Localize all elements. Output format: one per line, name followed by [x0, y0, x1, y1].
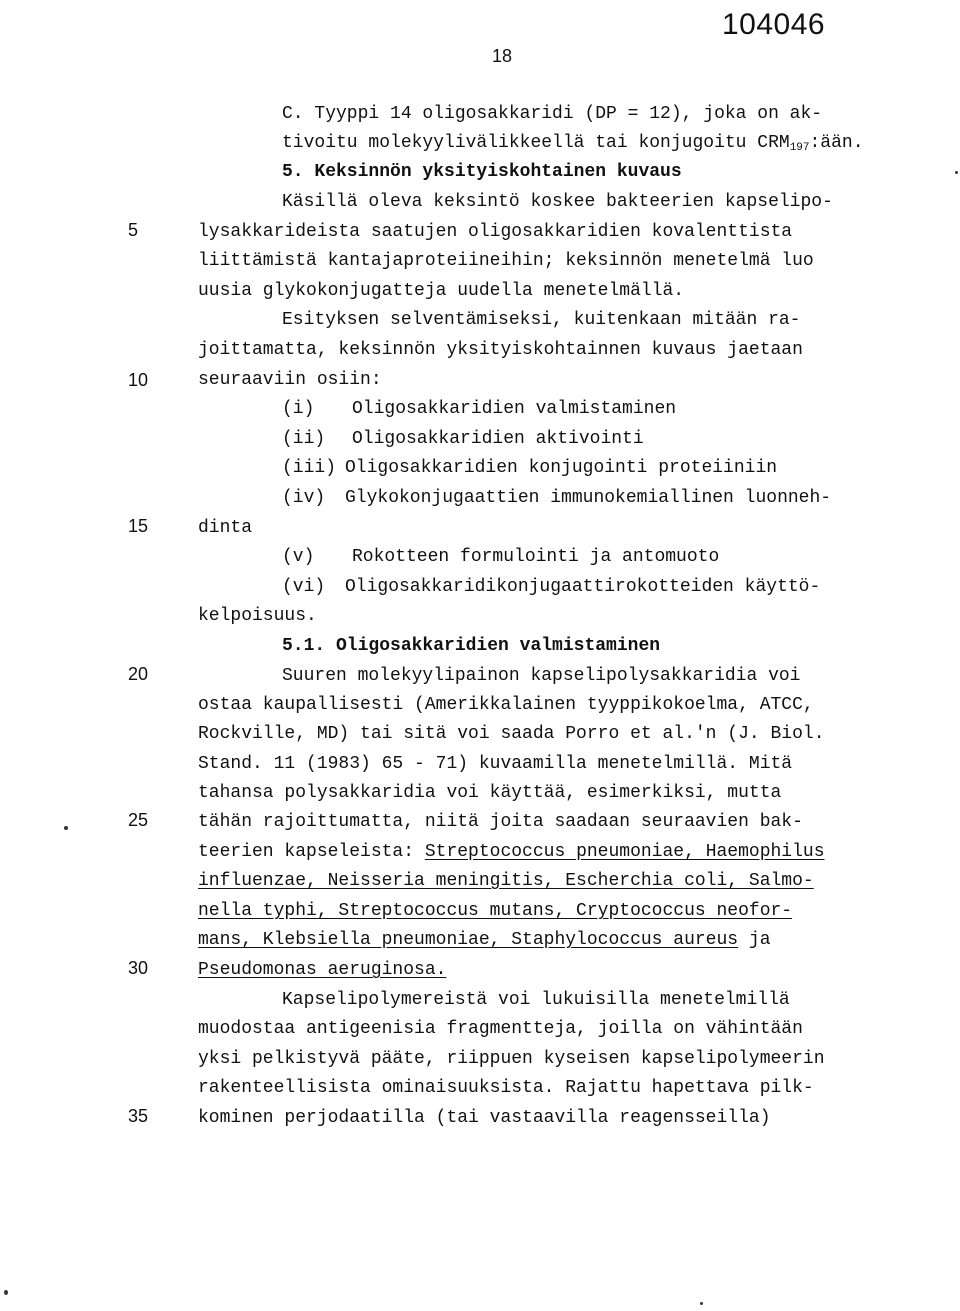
section-5-para1-line-1: Käsillä oleva keksintö koskee bakteerien kapselipo-	[282, 192, 833, 212]
section-5-1-para2-line-3: yksi pelkistyvä pääte, riippuen kyseisen kapselipolymeerin	[198, 1049, 825, 1069]
scan-speck	[64, 826, 68, 830]
section-5-1-para1-line-3: Rockville, MD) tai sitä voi saada Porro et al.'n (J. Biol.	[198, 724, 825, 744]
list-item-v-text: Rokotteen formulointi ja antomuoto	[352, 547, 720, 567]
list-item-iii-number: (iii)	[282, 458, 337, 478]
line-number-5: 5	[128, 220, 139, 240]
section-5-1-para1-line-1: Suuren molekyylipainon kapselipolysakkaridia voi	[282, 666, 801, 686]
list-item-iii-text: Oligosakkaridien konjugointi proteiiniin	[345, 458, 778, 478]
list-item-ii-number: (ii)	[282, 429, 326, 449]
item-c-line-1	[282, 102, 870, 126]
scan-speck	[4, 1290, 8, 1295]
section-5-heading: 5. Keksinnön yksityiskohtainen kuvaus	[282, 162, 682, 182]
list-item-iv-text: Glykokonjugaattien immunokemiallinen luonneh-	[345, 488, 832, 508]
species-conjunction: ja	[748, 930, 771, 950]
list-item-vi-continuation: kelpoisuus.	[198, 606, 317, 626]
page-number: 18	[492, 46, 513, 66]
section-5-1-para1-line-2: ostaa kaupallisesti (Amerikkalainen tyyppikokoelma, ATCC,	[198, 695, 814, 715]
section-5-1-para2-line-5: kominen perjodaatilla (tai vastaavilla reagensseilla)	[198, 1108, 771, 1128]
list-item-vi-number: (vi)	[282, 577, 326, 597]
section-5-para1-line-3: liittämistä kantajaproteiineihin; keksinnön menetelmä luo	[198, 251, 814, 271]
scan-speck	[955, 171, 958, 174]
species-line-1	[198, 840, 825, 864]
section-5-para2-line-2: joittamatta, keksinnön yksityiskohtainnen kuvaus jaetaan	[198, 340, 803, 360]
species-line-3: nella typhi, Streptococcus mutans, Cryptococcus neofor-	[198, 901, 793, 921]
section-5-1-para1-line-6: tähän rajoittumatta, niitä joita saadaan seuraavien bak-	[198, 812, 803, 832]
section-5-para2-line-3: seuraaviin osiin:	[198, 370, 382, 390]
scan-speck	[700, 1302, 703, 1305]
line-number-30: 30	[128, 958, 149, 978]
item-c-line-2-after: :ään.	[809, 133, 864, 153]
item-c-line-1-text: C. Tyyppi 14 oligosakkaridi (DP = 12), joka on ak-	[282, 104, 823, 124]
list-item-vi-text: Oligosakkaridikonjugaattirokotteiden käyttö-	[345, 577, 821, 597]
document-number: 104046	[722, 8, 826, 41]
section-5-1-para1-line-5: tahansa polysakkaridia voi käyttää, esimerkiksi, mutta	[198, 783, 782, 803]
section-5-1-para2-line-4: rakenteellisista ominaisuuksista. Rajattu hapettava pilk-	[198, 1078, 814, 1098]
section-5-1-heading: 5.1. Oligosakkaridien valmistaminen	[282, 636, 661, 656]
line-number-20: 20	[128, 664, 149, 684]
list-item-ii-text: Oligosakkaridien aktivointi	[352, 429, 644, 449]
species-line-4	[198, 928, 771, 952]
section-5-para1-line-2: lysakkarideista saatujen oligosakkaridien kovalenttista	[198, 222, 793, 242]
section-5-para1-line-4: uusia glykokonjugatteja uudella menetelmällä.	[198, 281, 685, 301]
list-item-v-number: (v)	[282, 547, 315, 567]
species-list-1: Streptococcus pneumoniae, Haemophilus	[424, 842, 825, 862]
section-5-1-para2-line-2: muodostaa antigeenisia fragmentteja, joilla on vähintään	[198, 1019, 803, 1039]
line-number-25: 25	[128, 810, 149, 830]
crm-subscript: 197	[789, 142, 810, 154]
species-intro: teerien kapseleista:	[198, 842, 425, 862]
item-c-line-2-before: tivoitu molekyylivälikkeellä tai konjugoitu CRM	[282, 133, 790, 153]
list-item-iv-number: (iv)	[282, 488, 326, 508]
species-line-5: Pseudomonas aeruginosa.	[198, 960, 447, 980]
species-list-4: mans, Klebsiella pneumoniae, Staphylococcus aureus	[198, 930, 739, 950]
line-number-10: 10	[128, 370, 149, 390]
section-5-para2-line-1: Esityksen selventämiseksi, kuitenkaan mitään ra-	[282, 310, 801, 330]
list-item-i-number: (i)	[282, 399, 315, 419]
section-5-1-para1-line-4: Stand. 11 (1983) 65 - 71) kuvaamilla menetelmillä. Mitä	[198, 754, 793, 774]
line-number-15: 15	[128, 516, 149, 536]
item-c-line-2	[282, 131, 864, 155]
line-number-35: 35	[128, 1106, 149, 1126]
list-item-iv-continuation: dinta	[198, 518, 253, 538]
list-item-i-text: Oligosakkaridien valmistaminen	[352, 399, 677, 419]
species-line-2: influenzae, Neisseria meningitis, Escherchia coli, Salmo-	[198, 871, 814, 891]
section-5-1-para2-line-1: Kapselipolymereistä voi lukuisilla menetelmillä	[282, 990, 790, 1010]
